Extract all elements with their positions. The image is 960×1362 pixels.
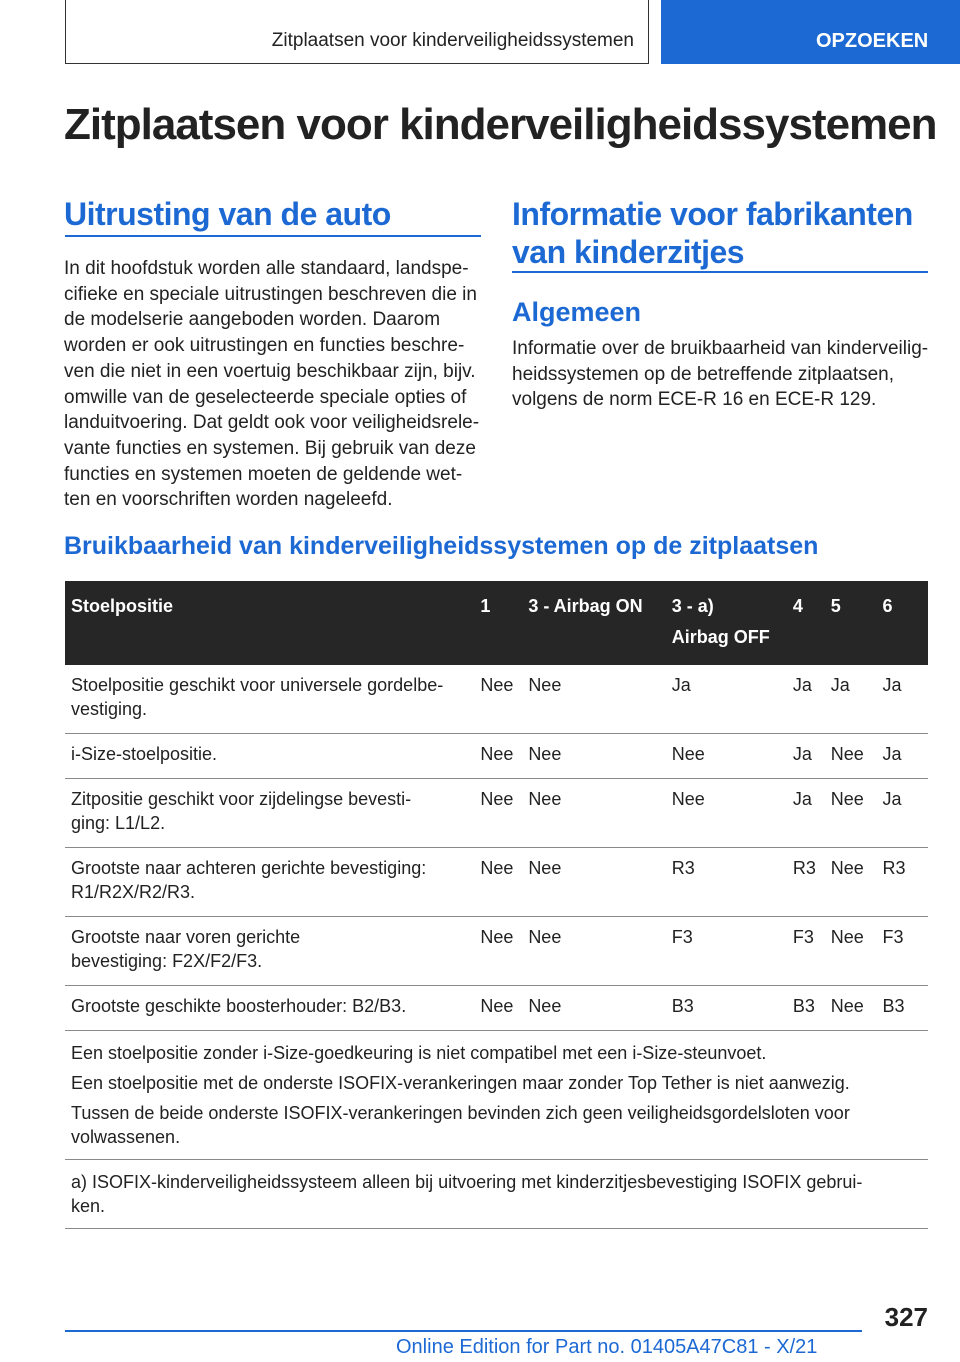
value-cell: Nee — [825, 779, 877, 848]
table-notes — [65, 1031, 928, 1160]
value-cell: Nee — [522, 665, 665, 734]
row-label-cell: Zitpositie geschikt voor zijdelingse bevesti- ging: L1/L2. — [65, 779, 474, 848]
value-cell: Ja — [787, 779, 825, 848]
value-cell: Nee — [825, 986, 877, 1031]
table-row — [65, 665, 928, 734]
value-cell: Ja — [666, 665, 787, 734]
value-cell: Nee — [522, 779, 665, 848]
row-label-cell: Grootste naar achteren gerichte bevestiging: R1/R2X/R2/R3. — [65, 848, 474, 917]
value-cell: Nee — [522, 917, 665, 986]
value-cell: Ja — [877, 734, 928, 779]
column-header: 3 - a) Airbag OFF — [666, 581, 787, 665]
table-row — [65, 848, 928, 917]
row-label-cell: Grootste naar voren gerichte bevestiging: F2X/F2/F3. — [65, 917, 474, 986]
table-notes-row — [65, 1031, 928, 1160]
row-label-cell: i-Size-stoelpositie. — [65, 734, 474, 779]
search-button-label: OPZOEKEN — [816, 30, 929, 52]
value-cell: R3 — [666, 848, 787, 917]
page-number: 327 — [884, 1302, 928, 1332]
equipment-heading-rule — [65, 235, 481, 237]
value-cell: Nee — [666, 734, 787, 779]
column-header: 4 — [787, 581, 825, 665]
value-cell: Nee — [825, 848, 877, 917]
table-note: Tussen de beide onderste ISOFIX-verankeringen bevinden zich geen veiligheidsgordelsloten voor volwassenen. — [71, 1103, 850, 1147]
row-label-cell: Stoelpositie geschikt voor universele gordelbe- vestiging. — [65, 665, 474, 734]
table-row — [65, 779, 928, 848]
table-row — [65, 734, 928, 779]
column-header: 3 - Airbag ON — [522, 581, 665, 665]
value-cell: R3 — [877, 848, 928, 917]
value-cell: R3 — [787, 848, 825, 917]
value-cell: Nee — [474, 779, 522, 848]
column-header: Stoelpositie — [65, 581, 474, 665]
column-header: 1 — [474, 581, 522, 665]
value-cell: Ja — [877, 779, 928, 848]
value-cell: Nee — [474, 734, 522, 779]
manufacturers-heading-rule — [512, 271, 928, 273]
usability-heading: Bruikbaarheid van kinderveiligheidssystemen op de zitplaatsen — [64, 532, 819, 560]
table-note: Een stoelpositie zonder i-Size-goedkeuring is niet compatibel met een i-Size-steunvoet. — [71, 1043, 767, 1063]
value-cell: Nee — [474, 848, 522, 917]
value-cell: F3 — [666, 917, 787, 986]
value-cell: Ja — [877, 665, 928, 734]
value-cell: Nee — [474, 917, 522, 986]
edition-info: Online Edition for Part no. 01405A47C81 - X/21 — [396, 1336, 818, 1358]
value-cell: Ja — [787, 665, 825, 734]
table-row — [65, 917, 928, 986]
value-cell: Ja — [825, 665, 877, 734]
value-cell: Nee — [825, 734, 877, 779]
value-cell: Nee — [522, 848, 665, 917]
search-button[interactable] — [661, 0, 960, 64]
value-cell: Ja — [787, 734, 825, 779]
page-title: Zitplaatsen voor kinderveiligheidssystemen — [64, 100, 937, 149]
value-cell: F3 — [787, 917, 825, 986]
value-cell: F3 — [877, 917, 928, 986]
value-cell: Nee — [522, 986, 665, 1031]
general-subheading: Algemeen — [512, 297, 642, 327]
value-cell: Nee — [474, 986, 522, 1031]
value-cell: Nee — [666, 779, 787, 848]
value-cell: Nee — [474, 665, 522, 734]
value-cell: B3 — [666, 986, 787, 1031]
footer-rule — [65, 1330, 862, 1332]
value-cell: Nee — [522, 734, 665, 779]
value-cell: B3 — [877, 986, 928, 1031]
column-header: 6 — [877, 581, 928, 665]
column-header: 5 — [825, 581, 877, 665]
general-paragraph: Informatie over de bruikbaarheid van kinderveilig- heidssystemen op de betreffende zitplaatsen, volgens de norm ECE-R 16 en ECE-R 129. — [512, 338, 929, 411]
seat-usability-table — [65, 581, 928, 1229]
table-footnote-row — [65, 1160, 928, 1229]
table-header-row — [65, 581, 928, 665]
section-tab[interactable] — [65, 0, 649, 64]
table-footnote: a) ISOFIX-kinderveiligheidssysteem alleen bij uitvoering met kinderzitjesbevestiging ISOFIX gebrui- ken. — [65, 1160, 928, 1229]
table-note: Een stoelpositie met de onderste ISOFIX-verankeringen maar zonder Top Tether is niet aanwezig. — [71, 1073, 850, 1093]
value-cell: Nee — [825, 917, 877, 986]
table-row — [65, 986, 928, 1031]
row-label-cell: Grootste geschikte boosterhouder: B2/B3. — [65, 986, 474, 1031]
value-cell: B3 — [787, 986, 825, 1031]
equipment-heading: Uitrusting van de auto — [64, 196, 391, 232]
section-tab-label: Zitplaatsen voor kinderveiligheidssystemen — [271, 30, 634, 51]
manufacturers-heading: Informatie voor fabrikanten van kinderzitjes — [512, 196, 913, 270]
equipment-paragraph: In dit hoofdstuk worden alle standaard, landspe- cifieke en speciale uitrustingen beschreven die in de modelserie aangeboden worden. Daarom worden er ook uitrustingen en functies beschre- ven die niet in een voertuig beschikbaar zijn, bijv. omwille van de geselecteerde speciale opties of landuitvoering. Dat geldt ook voor veiligheidsrele- vante functies en systemen. Bij gebruik van deze functies en systemen moeten de geldende wet- ten en voorschriften worden nageleefd. — [64, 258, 480, 511]
